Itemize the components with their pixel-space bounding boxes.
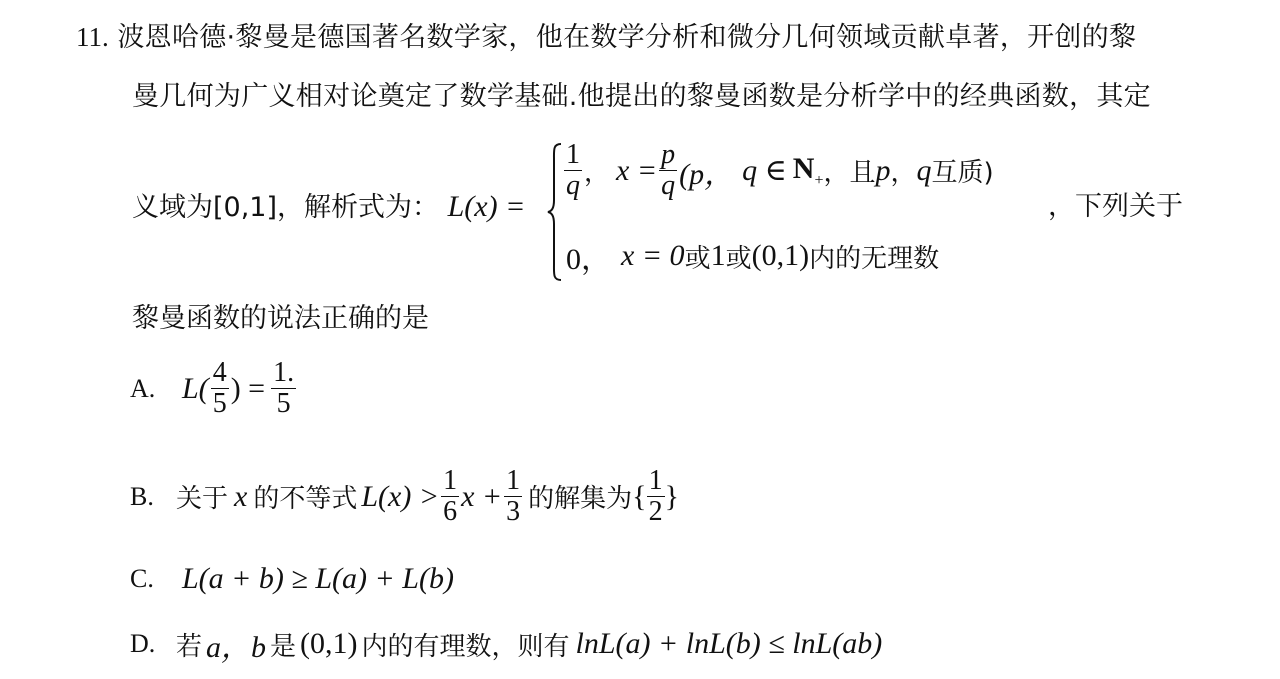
case2-interval: (0,1)	[751, 239, 810, 272]
case1-and: ，且	[823, 158, 876, 188]
option-c-expr: L(a + b) ≥ L(a) + L(b)	[182, 562, 454, 595]
piecewise-case-1	[562, 140, 994, 201]
option-b-f1-num: 1	[443, 465, 458, 496]
question-line-3-suffix: ，下列关于	[1048, 191, 1183, 222]
piecewise-brace	[547, 142, 563, 282]
question-stem-line-4: 黎曼函数的说法正确的是	[132, 303, 429, 334]
option-a-rhs-fraction	[271, 358, 296, 419]
option-d-text-3: 内的有理数，则有	[361, 631, 570, 662]
option-d-text-1: 若	[176, 631, 203, 662]
case1-comma-2: ，	[890, 158, 917, 188]
option-d-vars: a，b	[206, 631, 267, 664]
option-b-expr-2: x +	[461, 479, 503, 513]
option-b-f3-den: 2	[648, 496, 663, 527]
case2-zero: 0，	[566, 243, 611, 276]
option-b-f1-den: 6	[443, 496, 458, 527]
case1-q-var: q	[916, 153, 932, 187]
case1-comma: ，	[584, 158, 611, 188]
option-d[interactable]	[130, 622, 882, 666]
question-stem-line-1: 波恩哈德·黎曼是德国著名数学家，他在数学分析和微分几何领域贡献卓著，开创的黎	[117, 22, 1137, 53]
option-b-set-close: }	[664, 479, 679, 513]
question-line-3-prefix	[132, 190, 525, 225]
option-b-f2-num: 1	[506, 465, 521, 496]
question-stem-line-2: 曼几何为广义相对论奠定了数学基础.他提出的黎曼函数是分析学中的经典函数，其定	[132, 81, 1151, 112]
option-d-text-2: 是	[270, 631, 297, 662]
case1-coprime: 互质)	[931, 158, 994, 188]
option-b[interactable]	[130, 466, 679, 527]
piecewise-case-2	[566, 234, 939, 278]
option-b-text-3: 的解集为	[528, 484, 633, 514]
option-a-mid: ) =	[230, 371, 266, 405]
case1-x-fraction	[659, 140, 677, 201]
case2-or-1: 或	[684, 243, 711, 274]
option-c[interactable]	[130, 562, 454, 596]
option-b-expr-1: L(x) >	[361, 479, 440, 513]
case2-or-2: 或	[725, 243, 752, 274]
option-a-frac-num: 4	[212, 357, 227, 388]
case2-x-eq: x = 0	[621, 239, 685, 272]
option-a-fraction	[211, 358, 229, 419]
case1-x-frac-den: q	[661, 170, 676, 201]
option-b-label: B.	[130, 481, 154, 511]
option-b-text-1: 关于	[176, 484, 229, 514]
option-a-label: A.	[130, 373, 156, 403]
option-a-rhs-num: 1.	[273, 357, 295, 388]
option-a-frac-den: 5	[212, 388, 227, 419]
case1-x-frac-num: p	[661, 139, 676, 170]
case1-frac-den: q	[566, 170, 580, 201]
option-b-fraction-1	[441, 466, 459, 527]
question-line-1	[76, 20, 1136, 55]
option-b-f2-den: 3	[506, 496, 521, 527]
function-lhs: L(x) =	[447, 190, 526, 223]
option-a-lhs: L(	[182, 371, 209, 405]
case2-tail: 内的无理数	[809, 243, 940, 274]
case1-frac-num: 1	[566, 139, 580, 170]
option-b-fraction-2	[504, 466, 522, 527]
question-number: 11.	[76, 22, 109, 52]
option-d-label: D.	[130, 629, 156, 658]
case1-x-eq: x =	[616, 153, 658, 187]
option-a-rhs-den: 5	[276, 388, 291, 419]
option-c-label: C.	[130, 564, 154, 593]
option-b-text-2: 的不等式	[253, 484, 358, 514]
option-b-f3-num: 1	[648, 465, 663, 496]
option-d-interval: (0,1)	[300, 627, 358, 660]
domain-text: 义域为[0,1]，解析式为：	[132, 192, 440, 223]
case1-fraction	[564, 140, 582, 201]
option-b-set-open: {	[632, 479, 647, 513]
case1-paren-open: (p，	[679, 157, 735, 191]
case2-one: 1	[710, 239, 726, 272]
option-a[interactable]	[130, 358, 298, 419]
option-d-expr: lnL(a) + lnL(b) ≤ lnL(ab)	[575, 627, 883, 660]
natural-numbers-symbol: $N_+$	[792, 151, 824, 189]
case1-q-in: q ∈	[742, 154, 787, 187]
option-b-var: x	[234, 479, 248, 513]
option-b-fraction-3	[647, 466, 665, 527]
case1-p-var: p	[875, 153, 891, 187]
